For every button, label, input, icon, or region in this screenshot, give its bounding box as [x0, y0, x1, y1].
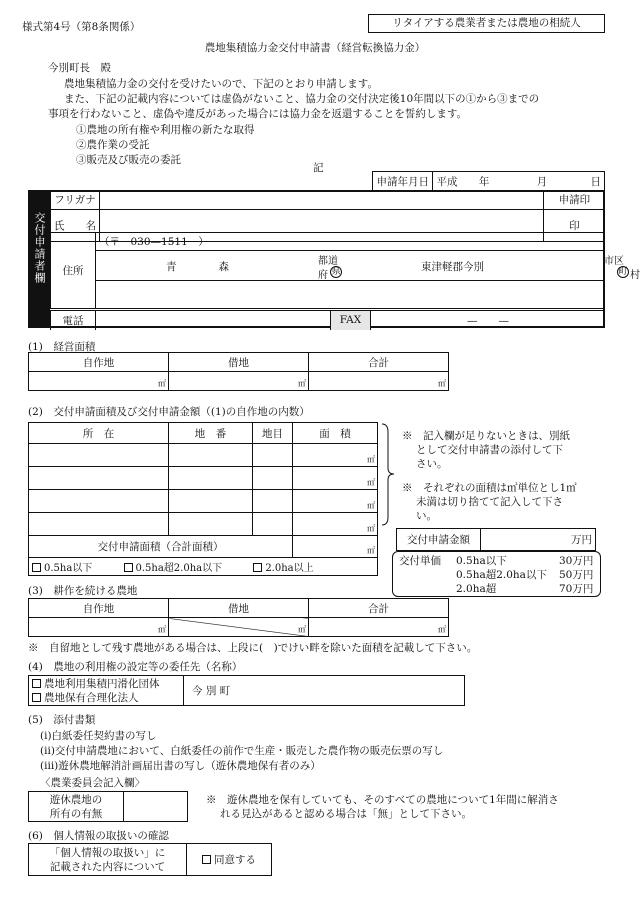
target-box: リタイアする農業者または農地の相続人 — [368, 14, 605, 33]
sec2-total-label: 交付申請面積（合計面積） — [29, 536, 293, 558]
pledge-2: ②農作業の受託 — [76, 139, 150, 151]
table-row[interactable] — [29, 490, 378, 513]
table-row[interactable] — [29, 444, 378, 467]
sec5-item-2: (ii)交付申請農地において、白紙委任の前作で生産・販売した農作物の販売伝票の写し — [40, 745, 444, 757]
checkbox-icon — [253, 563, 262, 572]
applicant-side-label-bar — [28, 190, 50, 328]
furigana-input[interactable] — [100, 190, 544, 209]
sec2-amount-table — [396, 528, 596, 551]
postal-code[interactable]: （〒 030—1511 ） — [96, 233, 606, 251]
district: 東津軽郡今別 — [421, 261, 484, 273]
price-2: 50万円 — [559, 569, 594, 581]
pledge-3: ③販売及び販売の委託 — [76, 154, 181, 166]
sec5-item-3: (iii)遊休農地解消計画届出書の写し（遊休農地保有者のみ） — [40, 760, 321, 772]
phone-table — [50, 310, 605, 330]
price-range-1: 0.5ha以下 — [456, 555, 507, 567]
fax-label: FAX — [331, 311, 371, 330]
addressee: 今別町長 殿 — [48, 62, 111, 74]
checkbox-icon — [32, 693, 41, 702]
sec3-leased-value[interactable]: ㎡ — [169, 618, 309, 637]
sec2-header-area: 面 積 — [293, 423, 378, 444]
intro-line-2: また、下記の記載内容については虚偽がないこと、協力金の交付決定後10年間以下の①から③までの — [64, 93, 540, 105]
sec2-note-2: ※ それぞれの面積は㎡単位とし1㎡ 未満は切り捨てて記入して下さ い。 — [402, 482, 577, 522]
phone-input[interactable] — [96, 311, 331, 330]
name-label: 氏 名 — [51, 209, 100, 241]
city-suffix-mura: 村 — [630, 270, 640, 281]
sec2-area-unit: ㎡ — [293, 513, 378, 536]
seal-label: 申請印 — [543, 190, 605, 209]
intro-line-3: 事項を行わないこと、虚偽や違反があった場合には協力金を返還することを誓約します。 — [48, 108, 468, 120]
sec2-amount-value[interactable]: 万円 — [481, 529, 596, 551]
sec3-header-leased: 借地 — [169, 599, 309, 618]
sec5-item-1: (i)白紙委任契約書の写し — [40, 730, 157, 742]
era: 平成 — [436, 175, 458, 188]
sec4-option-2[interactable]: 農地保有合理化法人 — [32, 691, 180, 705]
sec3-own-value[interactable]: ㎡ — [29, 618, 169, 637]
sec3-table — [28, 598, 449, 637]
date-label: 申請年月日 — [373, 172, 433, 191]
phone-label: 電話 — [51, 311, 96, 330]
year-label: 年 — [478, 175, 490, 188]
prefecture: 青 森 — [166, 261, 229, 273]
sec6-title: (6) 個人情報の取扱いの確認 — [28, 830, 169, 842]
pref-suffix-top: 都道 — [318, 256, 338, 267]
ki-mark: 記 — [313, 162, 324, 174]
address-line-2[interactable] — [96, 281, 606, 309]
pref-suffix-ken-circled: 県 — [331, 267, 341, 277]
price-3: 70万円 — [559, 583, 594, 595]
sec4-options — [29, 676, 184, 706]
idle-land-label: 遊休農地の 所有の有無 — [29, 792, 124, 822]
sec6-table — [28, 843, 272, 876]
intro-line-1: 農地集積協力金の交付を受けたいので、下記のとおり申請します。 — [64, 78, 378, 90]
idle-land-table — [28, 791, 188, 822]
sec2-total-area[interactable]: ㎡ — [293, 536, 378, 558]
table-row[interactable] — [29, 513, 378, 536]
brace-icon — [380, 422, 396, 527]
date-field[interactable] — [433, 172, 605, 191]
sec1-header-own: 自作地 — [29, 353, 169, 372]
city-suffix-top: 市区 — [604, 256, 624, 267]
sec4-table — [28, 675, 465, 706]
pledge-1: ①農地の所有権や利用権の新たな取得 — [76, 124, 255, 136]
table-row[interactable] — [29, 467, 378, 490]
sec2-option-2[interactable]: 0.5ha超2.0ha以下 — [124, 563, 223, 574]
price-1: 30万円 — [559, 555, 594, 567]
sec2-option-1[interactable]: 0.5ha以下 — [32, 563, 92, 574]
price-range-2: 0.5ha超2.0ha以下 — [456, 569, 547, 581]
applicant-side-label: 交付申請者欄 — [33, 212, 46, 284]
sec4-title: (4) 農地の利用権の設定等の委任先（名称） — [28, 661, 243, 673]
application-date-table — [372, 171, 605, 191]
sec6-agree-option[interactable]: 同意する — [187, 844, 272, 876]
sec2-table — [28, 422, 378, 576]
city-suffix-cho-circled: 町 — [618, 267, 628, 277]
address-line-1[interactable] — [96, 251, 640, 281]
sec2-area-unit: ㎡ — [293, 467, 378, 490]
day-label: 日 — [590, 175, 601, 188]
address-label: 住所 — [51, 233, 96, 309]
unit-price-label: 交付単価 — [399, 555, 441, 567]
sec4-option-1[interactable]: 農地利用集積円滑化団体 — [32, 677, 180, 691]
sec1-header-total: 合計 — [309, 353, 449, 372]
sec1-header-leased: 借地 — [169, 353, 309, 372]
idle-land-input[interactable] — [124, 792, 188, 822]
sec1-total-value[interactable]: ㎡ — [309, 372, 449, 391]
sec2-option-3[interactable]: 2.0ha以上 — [253, 563, 313, 574]
sec2-header-landtype: 地目 — [253, 423, 293, 444]
page-title: 農地集積協力金交付申請書（経営転換協力金） — [204, 42, 426, 54]
seal-box[interactable]: 印 — [543, 209, 605, 241]
sec2-header-location: 所 在 — [29, 423, 169, 444]
checkbox-icon — [202, 855, 211, 864]
month-label: 月 — [536, 175, 548, 188]
sec2-area-unit: ㎡ — [293, 444, 378, 467]
fax-input[interactable]: — — — [371, 311, 606, 330]
furigana-label: フリガナ — [51, 190, 100, 209]
checkbox-icon — [32, 563, 41, 572]
sec1-table — [28, 352, 449, 391]
sec3-header-total: 合計 — [309, 599, 449, 618]
price-range-3: 2.0ha超 — [456, 583, 497, 595]
unit-price-box — [392, 551, 601, 597]
sec2-note-1: ※ 記入欄が足りないときは、別紙 として交付申請書の添付して下 さい。 — [402, 430, 570, 470]
idle-land-note: ※ 遊休農地を保有していても、そのすべての農地について1年間に解消さ れる見込があると認める場合は「無」として下さい。 — [206, 794, 559, 820]
sec5-title: (5) 添付書類 — [28, 714, 96, 726]
sec1-own-value[interactable]: ㎡ — [29, 372, 169, 391]
checkbox-icon — [32, 679, 41, 688]
sec1-leased-value[interactable]: ㎡ — [169, 372, 309, 391]
sec3-total-value[interactable]: ㎡ — [309, 618, 449, 637]
sec3-note: ※ 自留地として残す農地がある場合は、上段に( )でけい畔を除いた面積を記載して下さい。 — [28, 642, 478, 654]
sec6-label: 「個人情報の取扱い」に 記載された内容について — [29, 844, 187, 876]
sec3-title: (3) 耕作を続ける農地 — [28, 585, 138, 597]
checkbox-icon — [124, 563, 133, 572]
sec2-amount-label: 交付申請金額 — [397, 529, 481, 551]
sec2-title: (2) 交付申請面積及び交付申請金額（(1)の自作地の内数） — [28, 406, 310, 418]
address-table — [50, 232, 640, 309]
sec4-value[interactable]: 今 別 町 — [184, 676, 465, 706]
pref-suffix-fu: 府 — [318, 270, 328, 281]
form-number: 様式第4号（第8条関係） — [22, 21, 141, 33]
sec3-header-own: 自作地 — [29, 599, 169, 618]
sec1-title: (1) 経営面積 — [28, 341, 96, 353]
sec2-area-unit: ㎡ — [293, 490, 378, 513]
committee-label: 〈農業委員会記入欄〉 — [40, 777, 145, 789]
sec2-header-lot: 地 番 — [169, 423, 253, 444]
sec2-options-row — [29, 558, 378, 576]
